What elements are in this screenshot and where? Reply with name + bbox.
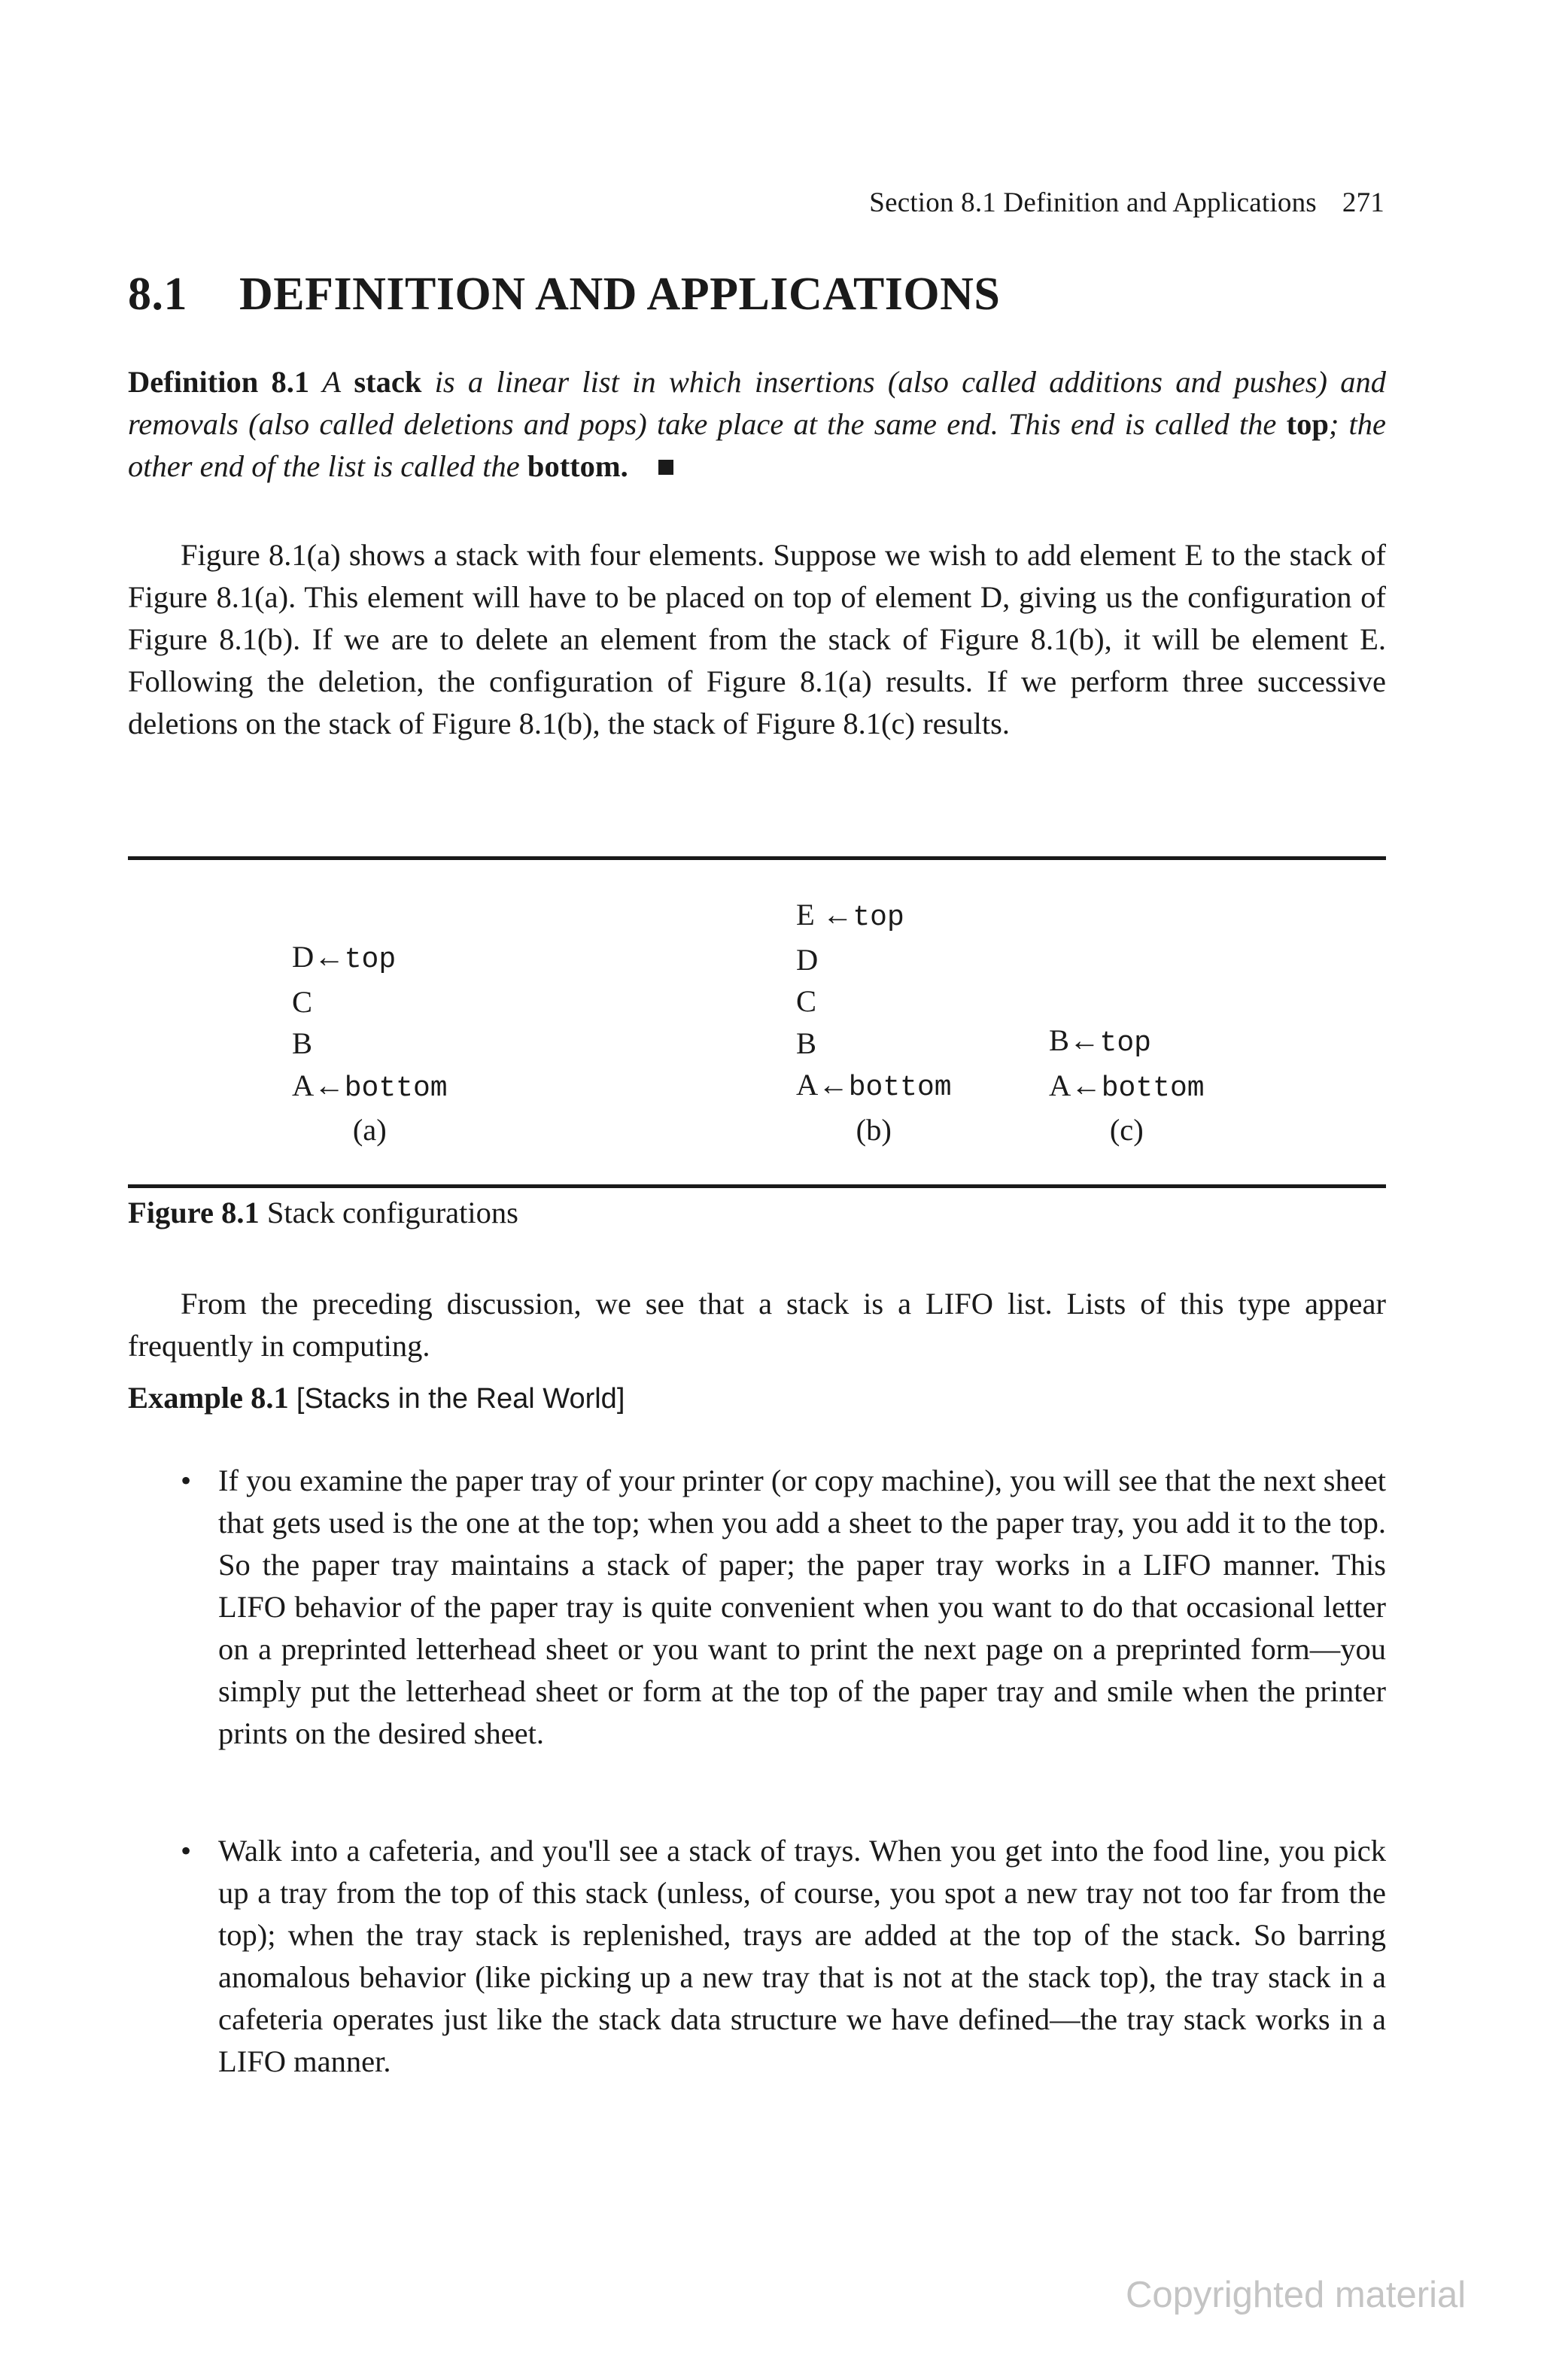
section-number: 8.1: [128, 269, 187, 320]
stack-b-caption: (b): [856, 1112, 892, 1147]
definition-label: Definition 8.1: [128, 365, 310, 399]
copyright-watermark: Copyrighted material: [1126, 2275, 1467, 2315]
term-stack: stack: [354, 365, 422, 399]
bullet-icon: •: [181, 1834, 192, 1868]
stack-b-line: D: [796, 942, 819, 977]
figure-bottom-rule: [128, 1184, 1386, 1188]
stack-b-line: A←bottom: [796, 1068, 952, 1104]
stack-b-line: C: [796, 984, 817, 1018]
stack-a-line: B: [292, 1026, 313, 1060]
definition-text-c: ; the other end of the list is called the: [128, 407, 1387, 483]
bullet-text: If you examine the paper tray of your printer (or copy machine), you will see that the next sheet that gets used is the one at the top; when you add a sheet to the paper tray, you add it to the top. So the paper tray maintains a stack of paper; the paper tray works in a LIFO manner. This LIFO behavior of the paper tray is quite convenient when you want to do that occasional letter on a preprinted letterhead sheet or you want to print the next page on a preprinted form—you simply put the letterhead sheet or form at the top of the paper tray and smile when the printer prints on the desired sheet.: [218, 1464, 1386, 1750]
section-heading: [128, 268, 1000, 321]
bullet-text: Walk into a cafeteria, and you'll see a stack of trays. When you get into the food line, you pick up a tray from the top of this stack (unless, of course, you spot a new tray not too far from the top); when the tray stack is replenished, trays are added at the top of the stack. So barring anomalous behavior (like picking up a new tray that is not at the stack top), the tray stack in a cafeteria operates just like the stack data structure we have defined—the tray stack works in a LIFO manner.: [218, 1834, 1386, 2078]
page-number: 271: [1342, 187, 1384, 218]
running-header: [745, 187, 1384, 219]
section-title: DEFINITION AND APPLICATIONS: [239, 269, 1001, 320]
stack-c-line: A←bottom: [1049, 1068, 1205, 1105]
definition-text-b: is a linear list in which insertions (also called additions and pushes) and removals (also called deletions and pops) take place at the same end. This end is called the: [128, 365, 1387, 441]
paragraph-lifo: From the preceding discussion, we see that a stack is a LIFO list. Lists of this type appear frequently in computing.: [128, 1287, 1386, 1363]
example-label: Example 8.1: [128, 1381, 289, 1415]
list-item: [181, 1460, 1386, 1755]
figure-caption-text: Stack configurations: [266, 1196, 518, 1230]
figure-top-rule: [128, 856, 1386, 860]
stack-c-line: B←top: [1049, 1023, 1151, 1059]
stack-c-caption: (c): [1109, 1113, 1144, 1147]
paragraph-figure-description: Figure 8.1(a) shows a stack with four elements. Suppose we wish to add element E to the stack of Figure 8.1(a). This element will have to be placed on top of element D, giving us the configuration of Figure 8.1(b). If we are to delete an element from the stack of Figure 8.1(b), it will be element E. Following the deletion, the configuration of Figure 8.1(a) results. If we perform three successive deletions on the stack of Figure 8.1(b), the stack of Figure 8.1(c) results.: [128, 538, 1386, 740]
end-of-definition-mark: [658, 460, 673, 475]
stack-a: [292, 936, 448, 1151]
stack-b-line: E ←top: [796, 898, 904, 934]
example-title: [Stacks in the Real World]: [296, 1383, 625, 1415]
stack-c: [1049, 1020, 1205, 1151]
stack-a-line: D←top: [292, 940, 397, 976]
figure-caption-label: Figure 8.1: [128, 1196, 260, 1230]
stack-a-line: A←bottom: [292, 1068, 448, 1105]
term-top: top: [1286, 407, 1329, 441]
stack-b-line: B: [796, 1026, 817, 1060]
term-bottom: bottom: [527, 449, 621, 483]
stack-a-caption: (a): [352, 1113, 387, 1147]
stack-b: [796, 894, 952, 1150]
example-heading: [128, 1380, 625, 1415]
definition-text-a: A: [322, 365, 342, 399]
figure-caption: [128, 1195, 518, 1230]
definition-block: Definition 8.1 A stack is a linear list in which insertions (also called additions and pushes) and removals (also called deletions and pops) take place at the same end. This end is called the top; the other end of the list is called the bottom.: [128, 365, 1387, 483]
running-title: Section 8.1 Definition and Applications: [869, 187, 1317, 218]
stack-a-line: C: [292, 984, 313, 1019]
list-item: [181, 1830, 1386, 2083]
bullet-icon: •: [181, 1464, 192, 1497]
